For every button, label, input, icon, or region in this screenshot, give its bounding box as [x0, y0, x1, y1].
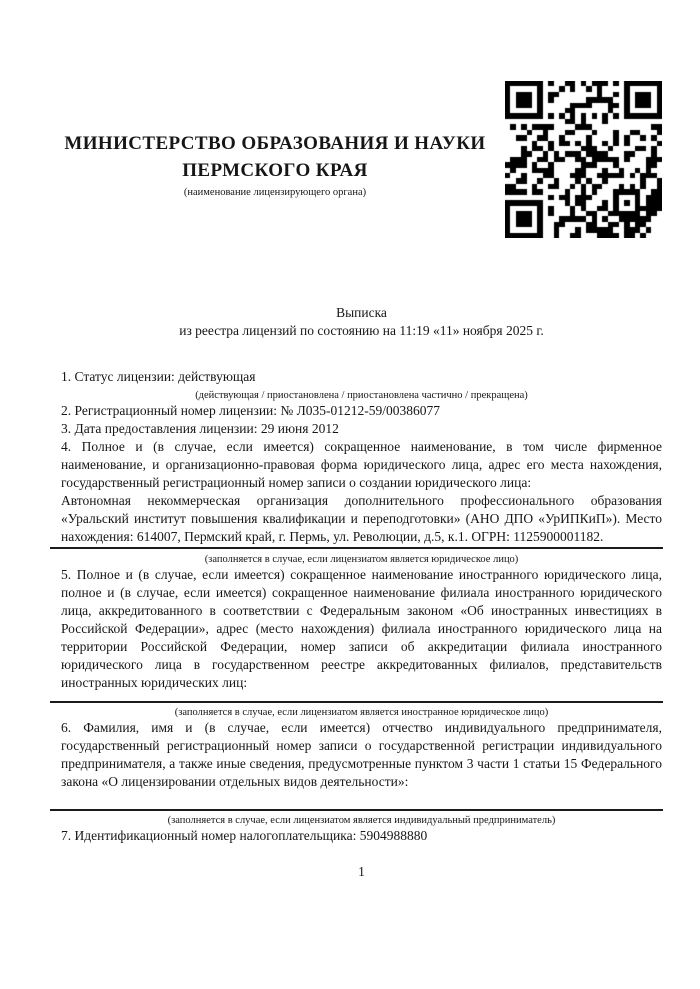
page-number: 1	[358, 864, 365, 879]
document-body	[61, 368, 662, 881]
extract-title-block	[61, 304, 662, 340]
legal-entity-caption: (заполняется в случае, если лицензиатом является юридическое лицо)	[204, 554, 519, 565]
foreign-entity-requirements: 5. Полное и (в случае, если имеется) сокращенное наименование иностранного юридического лица, полное и (в случае, если имеется) сокращенное наименование филиала иностранного юридического лица, аккредитованного в соответствии с Федеральным законом «Об иностранных инвестициях в Российской Федерации», адрес (место нахождения) филиала иностранного юридического лица на территории Российской Федерации, номер записи об аккредитации филиала иностранного юридического лица в государственном реестре аккредитованных филиалов, представительств иностранных юридических лиц:	[61, 567, 662, 690]
foreign-entity-fill-line	[50, 701, 663, 703]
ministry-caption: (наименование лицензирующего органа)	[183, 187, 367, 198]
entrepreneur-caption: (заполняется в случае, если лицензиатом является индивидуальный предприниматель)	[167, 815, 556, 826]
legal-entity-requirements: 4. Полное и (в случае, если имеется) сокращенное наименование, в том числе фирменное наименование, и организационно-правовая форма юридического лица, адрес его места нахождения, государственный регистрационный номер записи о создании юридического лица:	[61, 439, 662, 490]
legal-entity-fill-line	[50, 547, 663, 549]
qr-code-icon	[505, 81, 662, 238]
license-status-options-caption: (действующая / приостановлена / приостановлена частично / прекращена)	[195, 390, 528, 401]
foreign-entity-caption: (заполняется в случае, если лицензиатом является иностранное юридическое лицо)	[174, 707, 549, 718]
grant-date-line: 3. Дата предоставления лицензии: 29 июня 2012	[61, 421, 339, 436]
taxpayer-number-line: 7. Идентификационный номер налогоплательщика: 5904988880	[61, 828, 428, 843]
entrepreneur-fill-line	[50, 809, 663, 811]
ministry-name-line2: ПЕРМСКОГО КРАЯ	[182, 160, 368, 181]
entrepreneur-requirements: 6. Фамилия, имя и (в случае, если имеется) отчество индивидуального предпринимателя, государственный регистрационный номер записи о государственной регистрации индивидуального предпринимателя, а также иные сведения, предусмотренные пунктом 3 части 1 статьи 15 Федерального закона «О лицензировании отдельных видов деятельности»:	[61, 720, 662, 789]
licensing-authority-header	[40, 130, 510, 199]
extract-subtitle: из реестра лицензий по состоянию на 11:19 «11» ноября 2025 г.	[179, 323, 544, 338]
extract-title: Выписка	[336, 305, 387, 320]
license-status-line: 1. Статус лицензии: действующая	[61, 369, 256, 384]
ministry-name-line1: МИНИСТЕРСТВО ОБРАЗОВАНИЯ И НАУКИ	[64, 133, 486, 154]
registration-number-line: 2. Регистрационный номер лицензии: № Л035-01212-59/00386077	[61, 403, 441, 418]
legal-entity-details: Автономная некоммерческая организация дополнительного профессионального образования «Уральский институт повышения квалификации и переподготовки» (АНО ДПО «УрИПКиП»). Место нахождения: 614007, Пермский край, г. Пермь, ул. Революции, д.5, к.1. ОГРН: 1125900001182.	[61, 493, 662, 544]
